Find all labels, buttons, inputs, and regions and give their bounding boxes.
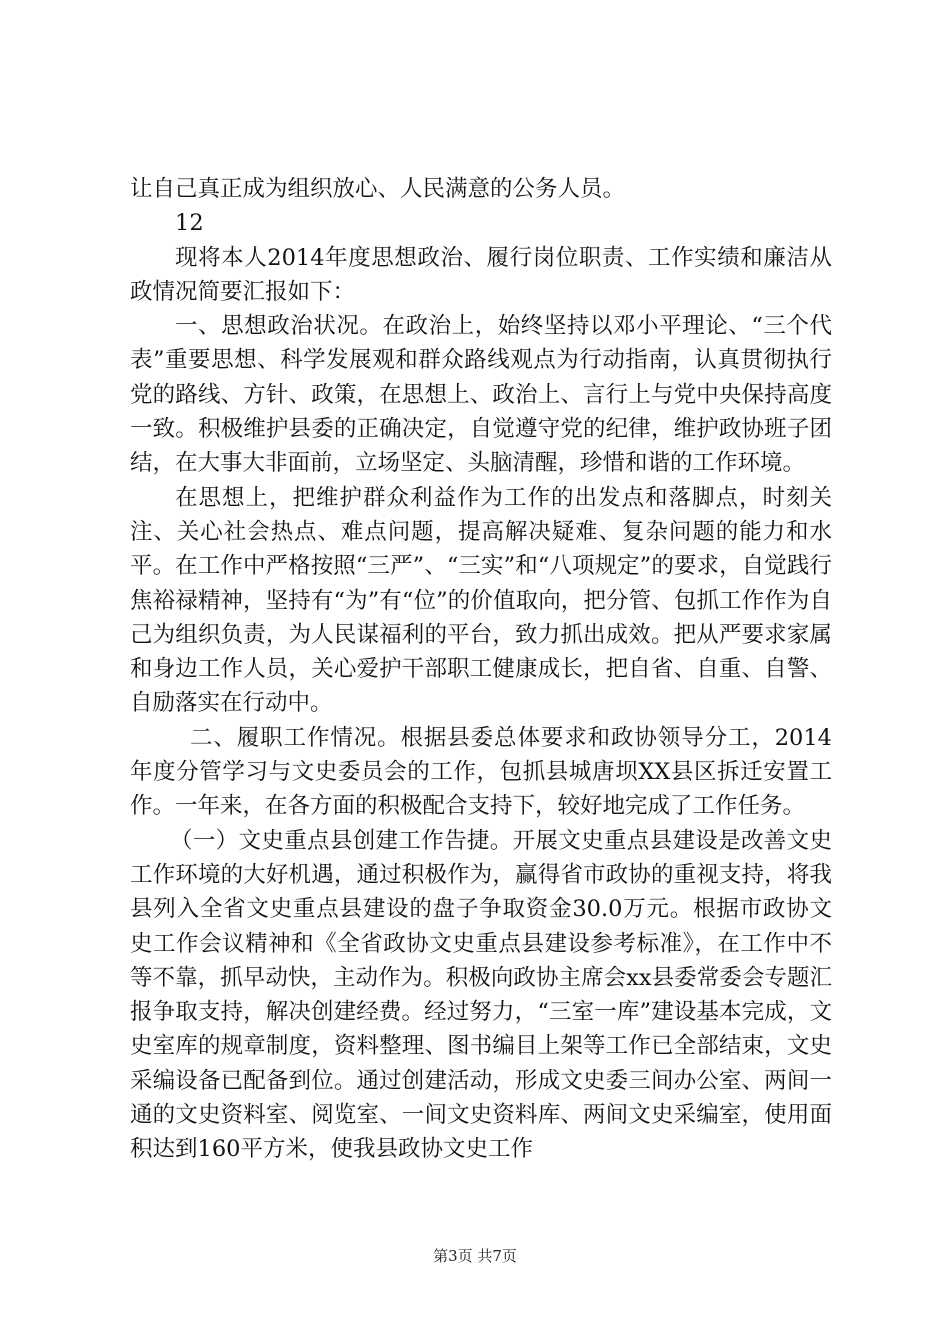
paragraph-section-one: 一、思想政治状况。在政治上，始终坚持以邓小平理论、“三个代表”重要思想、科学发展观和群众路线观点为行动指南，认真贯彻执行党的路线、方针、政策，在思想上、政治上、言行上与党中央保持高度一致。积极维护县委的正确决定，自觉遵守党的纪律，维护政协班子团结，在大事大非面前，立场坚定、头脑清醒，珍惜和谐的工作环境。 xyxy=(130,313,832,477)
page-footer: 第3页 共7页 xyxy=(433,1247,517,1265)
paragraph-subsection-one: （一）文史重点县创建工作告捷。开展文史重点县建设是改善文史工作环境的大好机遇，通过积极作为，赢得省市政协的重视支持，将我县列入全省文史重点县建设的盘子争取资金30.0万元。根据市政协文史工作会议精神和《全省政协文史重点县建设参考标准》，在工作中不等不靠，抓早动快，主动作为。积极向政协主席会xx县委常委会专题汇报争取支持，解决创建经费。经过努力，“三室一库”建设基本完成，文史室库的规章制度，资料整理、图书编目上架等工作已全部结束，文史采编设备已配备到位。通过创建活动，形成文史委三间办公室、两间一通的文史资料室、阅览室、一间文史资料库、两间文史采编室，使用面积达到160平方米，使我县政协文史工作 xyxy=(130,827,832,1163)
paragraph-closing-line: 让自己真正成为组织放心、人民满意的公务人员。 xyxy=(130,176,626,202)
paragraph-intro: 现将本人2014年度思想政治、履行岗位职责、工作实绩和廉洁从政情况简要汇报如下： xyxy=(130,244,832,305)
paragraph-number: 12 xyxy=(175,210,204,237)
document-body xyxy=(130,172,832,1167)
paragraph-section-two: 二、履职工作情况。根据县委总体要求和政协领导分工，2014年度分管学习与文史委员会的工作，包抓县城唐坝XX县区拆迁安置工作。一年来，在各方面的积极配合支持下，较好地完成了工作任务。 xyxy=(130,724,832,820)
paragraph-thinking: 在思想上，把维护群众利益作为工作的出发点和落脚点，时刻关注、关心社会热点、难点问题，提高解决疑难、复杂问题的能力和水平。在工作中严格按照“三严”、“三实”和“八项规定”的要求，自觉践行焦裕禄精神，坚持有“为”有“位”的价值取向，把分管、包抓工作作为自己为组织负责，为人民谋福利的平台，致力抓出成效。把从严要求家属和身边工作人员，关心爱护干部职工健康成长，把自省、自重、自警、自励落实在行动中。 xyxy=(130,484,832,717)
